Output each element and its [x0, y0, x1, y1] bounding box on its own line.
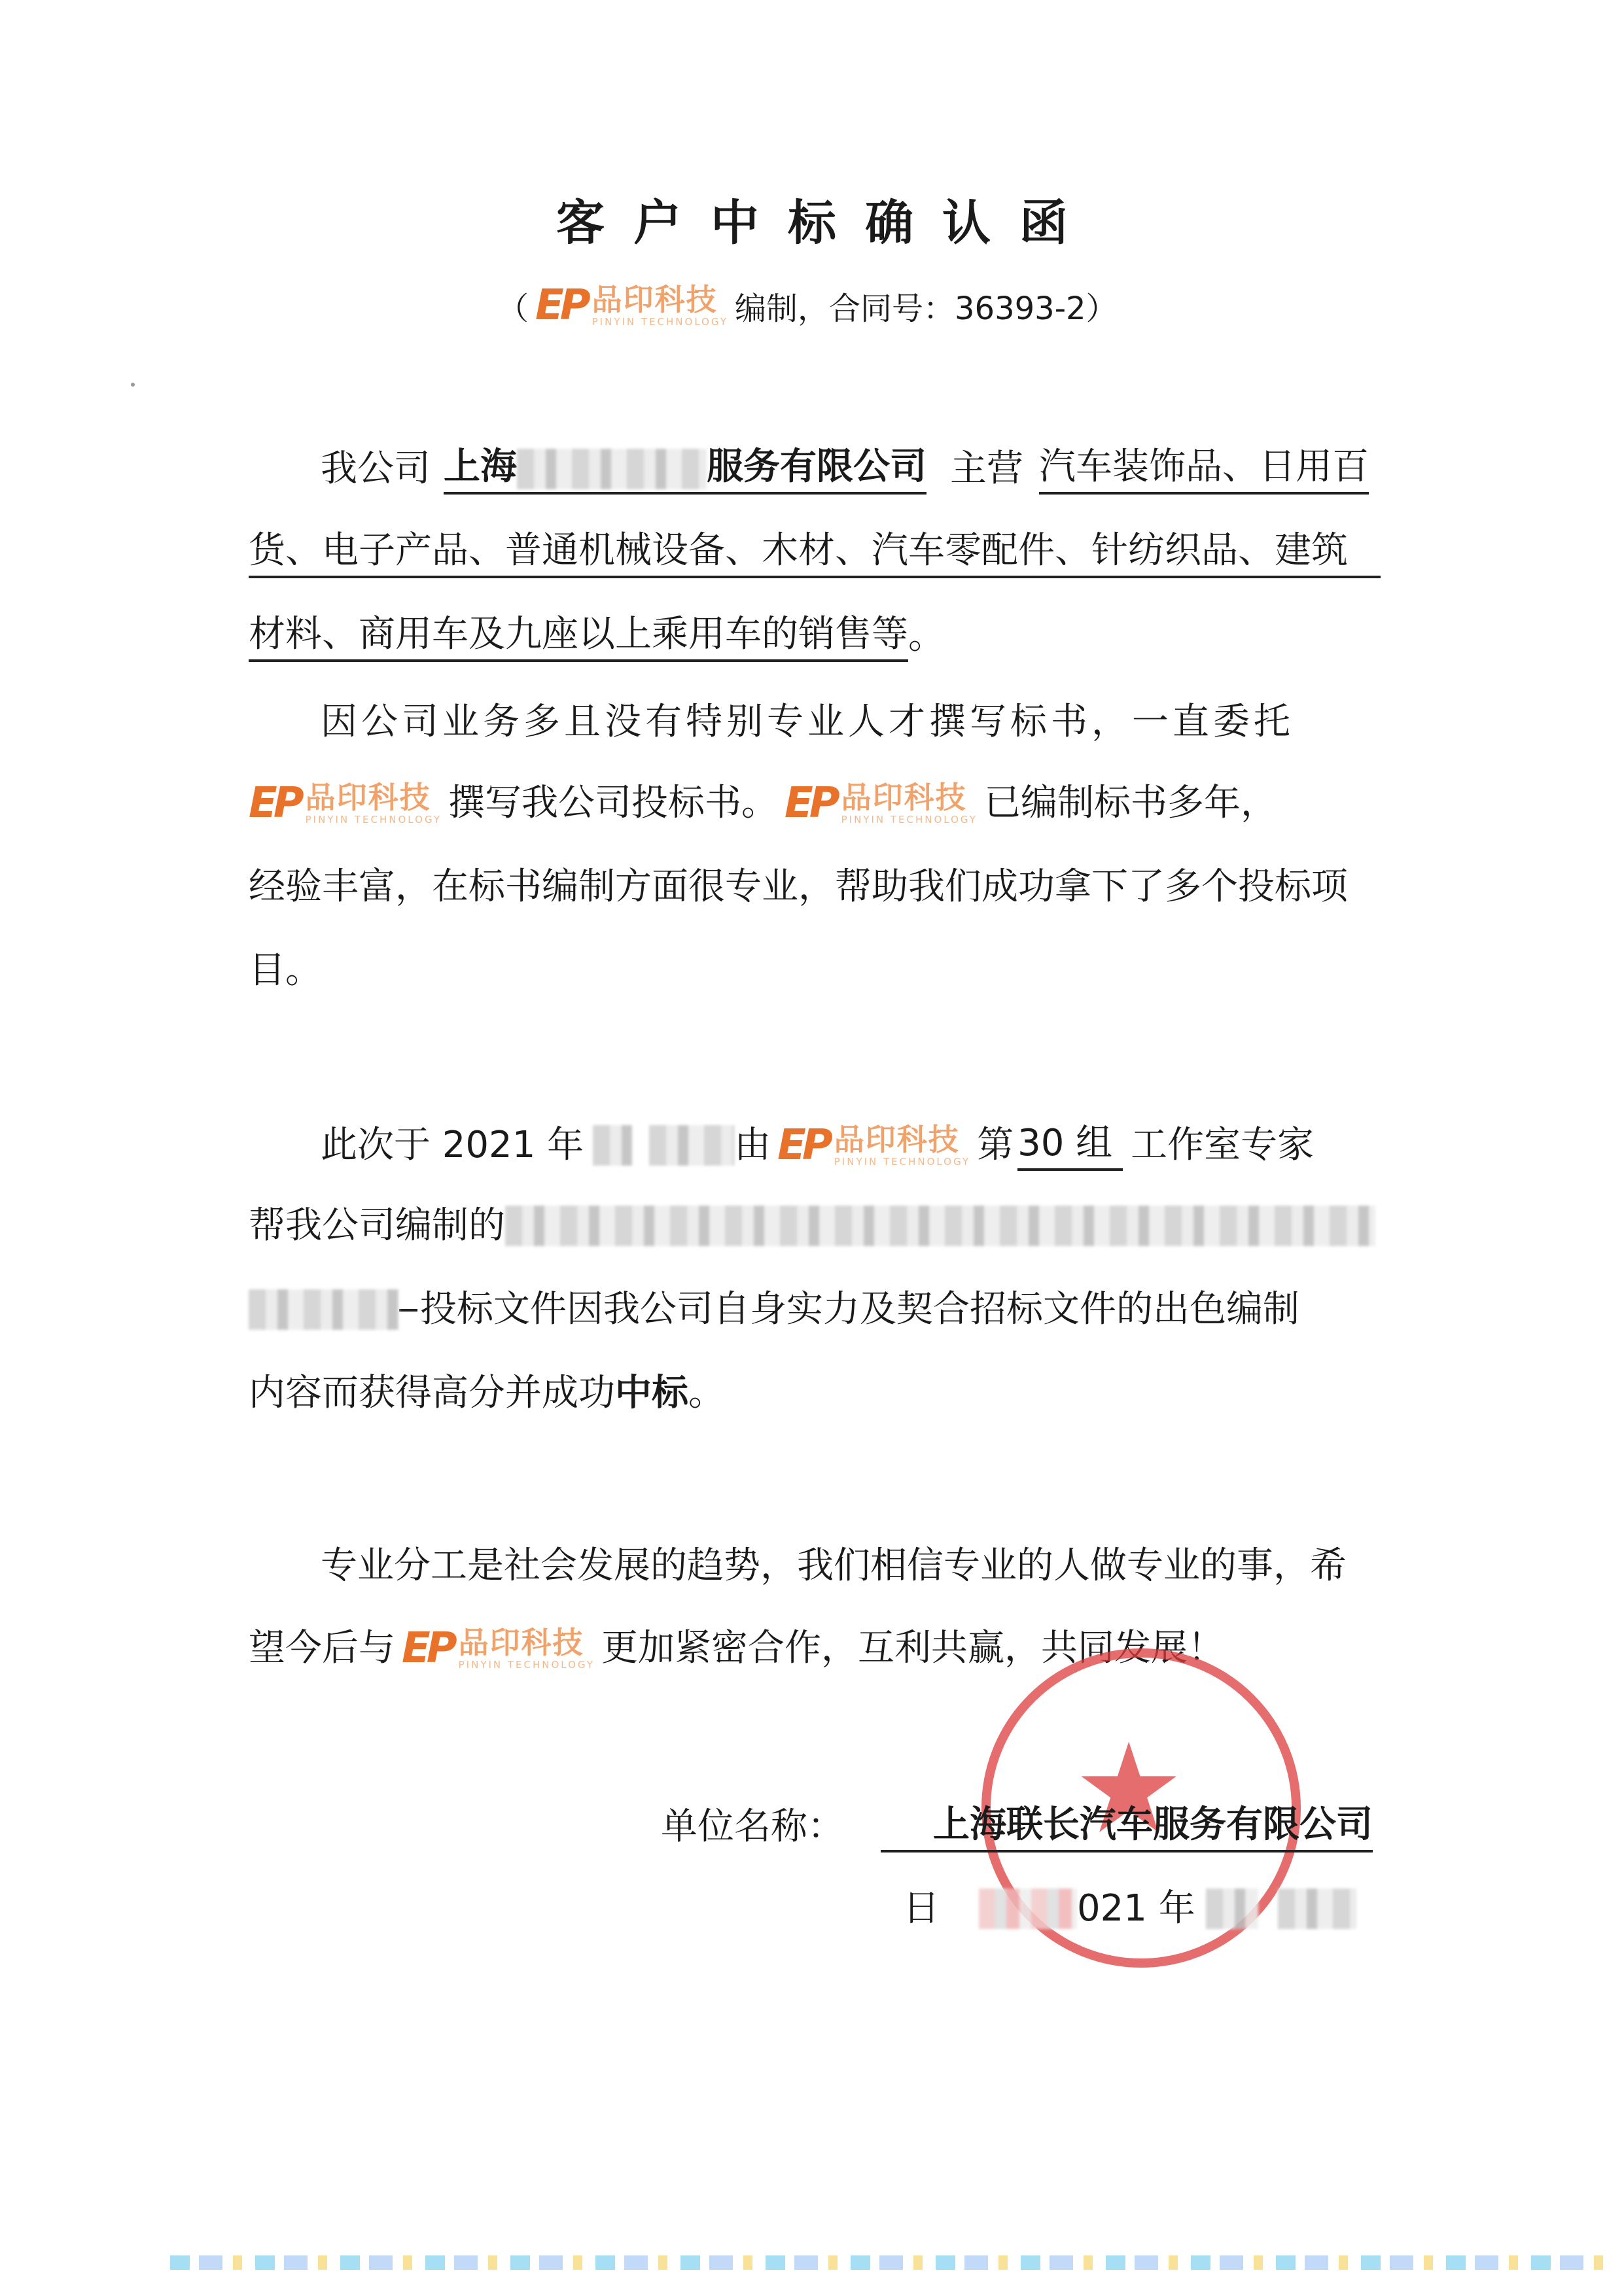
brand-mark-icon: EP: [777, 1121, 829, 1170]
p2-line4: 目。: [249, 949, 322, 992]
brand-logo: [402, 1625, 595, 1672]
underline-blank: [399, 1308, 417, 1312]
p4-hope: 望今后与: [249, 1627, 395, 1669]
p3-prepared: 帮我公司编制的: [249, 1204, 505, 1247]
brand-logo: [785, 780, 978, 827]
p2-text-mid: 撰写我公司投标书。: [448, 782, 778, 824]
p3-end: 。: [688, 1372, 725, 1414]
company-name-start: 上海: [444, 445, 517, 488]
p3-line2: [249, 1202, 1387, 1249]
brand-name-en: PINYIN TECHNOLOGY: [841, 813, 978, 826]
p1-business-1: 汽车装饰品、日用百: [1039, 444, 1369, 495]
p3-ordinal: 第: [977, 1124, 1014, 1166]
brand-mark-icon: EP: [402, 1624, 453, 1673]
brand-name-en: PINYIN TECHNOLOGY: [458, 1658, 595, 1671]
footer-date: [903, 1885, 1387, 1932]
p2-text-end: 已编制标书多年，: [983, 782, 1277, 824]
p1-line2: 货、电子产品、普通机械设备、木材、汽车零配件、针纺织品、建筑: [249, 527, 1381, 578]
brand-name-cn: 品印科技: [841, 779, 967, 815]
brand-mark-icon: EP: [784, 779, 836, 827]
p1-end: 。: [908, 615, 945, 657]
brand-mark-icon: EP: [535, 281, 587, 330]
subtitle-line: [497, 270, 1118, 341]
p3-bid-docs: 投标文件因我公司自身实力及契合招标文件的出色编制: [420, 1288, 1299, 1331]
brand-logo: [777, 1122, 970, 1169]
p4-line2: [249, 1625, 1387, 1672]
p3-result: 内容而获得高分并成功: [249, 1372, 615, 1414]
p3-group: 30 组: [1017, 1120, 1123, 1171]
brand-name-en: PINYIN TECHNOLOGY: [305, 813, 442, 826]
redacted-project-name: [505, 1206, 1375, 1246]
unit-value: 上海联长汽车服务有限公司: [881, 1801, 1373, 1852]
company-name-end: 服务有限公司: [707, 445, 927, 488]
p3-line3: [249, 1286, 1387, 1333]
p2-line3: 经验丰富，在标书编制方面很专业，帮助我们成功拿下了多个投标项: [249, 865, 1348, 908]
scan-edge: [170, 2255, 1610, 2270]
redacted-block: [1278, 1888, 1356, 1929]
page-title: 客户中标确认函: [556, 195, 1097, 251]
redacted-block: [979, 1888, 1077, 1929]
brand-name-en: PINYIN TECHNOLOGY: [591, 315, 728, 328]
brand-name-en: PINYIN TECHNOLOGY: [834, 1155, 971, 1168]
p4-line1: 专业分工是社会发展的趋势，我们相信专业的人做专业的事，希: [321, 1544, 1347, 1587]
won-bid-bold: 中标: [615, 1372, 688, 1414]
brand-mark-icon: EP: [249, 779, 300, 827]
contract-number: 编制，合同号：36393-2）: [735, 290, 1118, 327]
redacted-block: [1206, 1888, 1258, 1929]
p2-line2: [249, 780, 1387, 827]
p3-year: 此次于 2021 年: [321, 1124, 584, 1166]
scan-dot: [131, 383, 135, 387]
p3-line4: [249, 1370, 1387, 1417]
p1-line1: [321, 444, 1387, 495]
p3-studio: 工作室专家: [1131, 1124, 1315, 1166]
redacted-block: [593, 1125, 632, 1166]
p3-by: 由: [734, 1124, 771, 1166]
p1-prefix: 我公司: [321, 447, 431, 490]
brand-logo: [249, 780, 442, 827]
brand-name-cn: 品印科技: [458, 1624, 584, 1660]
open-paren: （: [497, 290, 529, 327]
redacted-block: [249, 1289, 399, 1330]
p1-line3: [249, 611, 1387, 662]
p1-main-business-label: 主营: [950, 447, 1023, 490]
unit-label: 单位名称：: [661, 1805, 844, 1848]
seal-star-icon: ★: [1073, 1716, 1185, 1861]
p4-cooperation: 更加紧密合作，互利共赢，共同发展！: [601, 1627, 1224, 1669]
brand-logo: [535, 281, 728, 330]
redacted-block: [649, 1125, 734, 1166]
date-year: 021 年: [1077, 1887, 1195, 1930]
brand-name-cn: 品印科技: [591, 281, 718, 317]
p1-business-3: 材料、商用车及九座以上乘用车的销售等: [249, 611, 908, 662]
date-label: 日: [903, 1887, 940, 1930]
company-name-underlined: [444, 444, 927, 495]
p3-line1: [321, 1120, 1387, 1171]
p2-line1: 因公司业务多且没有特别专业人才撰写标书，一直委托: [321, 701, 1294, 743]
brand-name-cn: 品印科技: [834, 1121, 960, 1157]
redacted-block: [517, 449, 707, 489]
brand-name-cn: 品印科技: [305, 779, 431, 815]
footer-unit: [661, 1801, 1387, 1852]
